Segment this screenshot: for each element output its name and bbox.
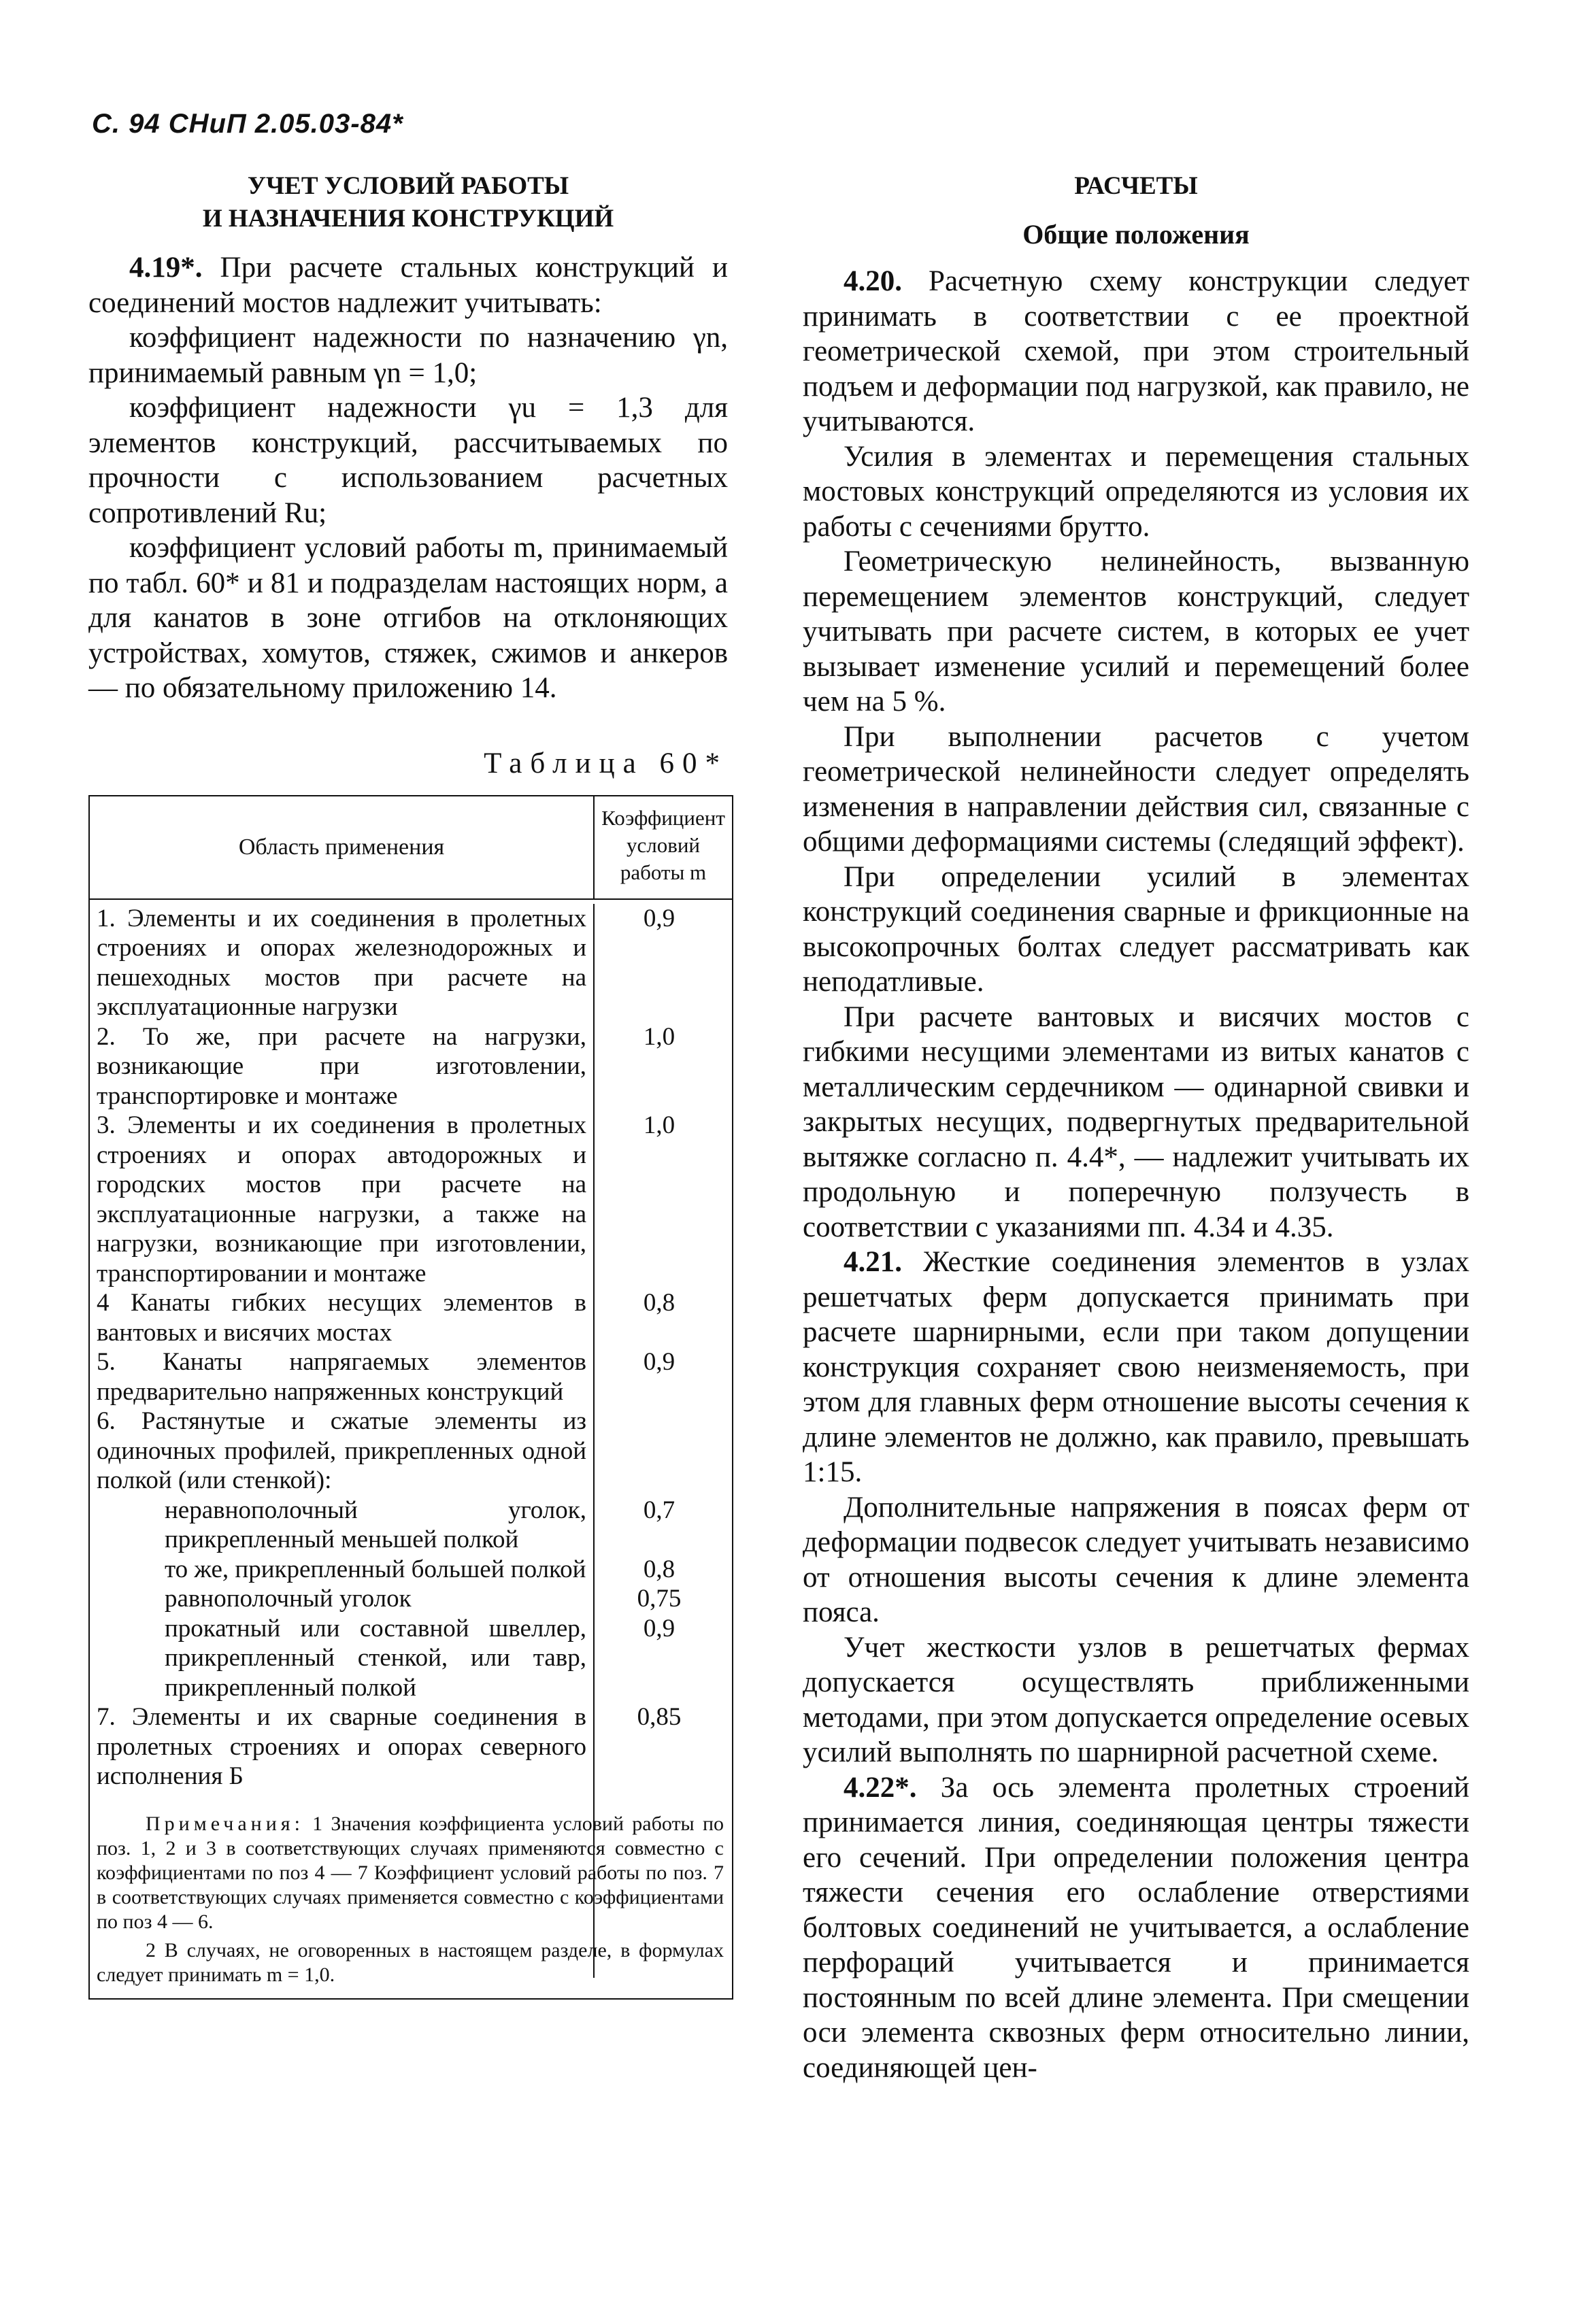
row-value (586, 1407, 732, 1496)
clause-number: 4.21. (844, 1246, 902, 1278)
subsection-title: Общие положения (1022, 219, 1250, 250)
table-notes (90, 1791, 732, 1998)
row-text: неравнополочный уголок, прикрепленный меньшей полкой (165, 1496, 586, 1553)
section-title: РАСЧЕТЫ (1074, 172, 1198, 200)
paragraph: Усилия в элементах и перемещения стальных мостовых конструкций определяются из условия их работы с сечениями брутто. (803, 440, 1469, 543)
column-header-area: Область применения (90, 796, 595, 898)
row-value: 0,9 (643, 1614, 675, 1643)
table-caption: Таблица 60* (484, 747, 728, 779)
row-text: прокатный или составной швеллер, прикрепленный стенкой, или тавр, прикрепленный полкой (165, 1614, 586, 1702)
paragraph-4-21 (803, 1245, 1469, 1490)
section-title-line-1: УЧЕТ УСЛОВИЙ РАБОТЫ (247, 172, 569, 200)
clause-number: 4.22*. (844, 1771, 917, 1804)
table-60 (88, 795, 733, 2000)
row-text: 3. Элементы и их соединения в пролетных строениях и опорах автодорожных и городских мостов при расчете на эксплуатационные нагрузки, а также на нагрузки, возникающие при изготовлении, транспортировании и монтаже (97, 1111, 586, 1287)
notes-label: Примечания: (146, 1812, 304, 1835)
row-value: 0,9 (643, 1348, 675, 1376)
clause-text: За ось элемента пролетных строений принимается линия, соединяющая центры тяжести его сечений. При определении положения центра тяжести сечения его ослабление отверстиями болтовых соединений не учитывается, а ослабление перфораций учитывается и принимается постоянным по всей длине элемента. При смещении оси элемента сквозных ферм относительно линии, соединяющей цен- (803, 1771, 1470, 2084)
clause-text: Расчетную схему конструкции следует принимать в соответствии с ее проектной геометрической схемой, при этом строительный подъем и деформации под нагрузкой, как правило, не учитываются. (803, 265, 1470, 437)
paragraph: Учет жесткости узлов в решетчатых фермах допускается осуществлять приближенными методами, при этом допускается определение осевых усилий выполнять по шарнирной расчетной схеме. (803, 1631, 1469, 1768)
table-row (90, 1407, 732, 1496)
page-header: С. 94 СНиП 2.05.03-84* (92, 109, 403, 139)
clause-text: Жесткие соединения элементов в узлах решетчатых ферм допускается принимать при расчете шарнирными, если при таком допущении конструкция сохраняет свою неизменяемость, при этом для главных ферм отношение высоты сечения к длине элементов не должно, как правило, превышать 1:15. (803, 1246, 1469, 1488)
note-2: 2 В случаях, не оговоренных в настоящем разделе, в формулах следует принимать m = 1,0. (97, 1938, 724, 1986)
table-row (90, 1496, 732, 1555)
paragraph: При выполнении расчетов с учетом геометрической нелинейности следует определять изменения в направлении действия сил, связанные с общими деформациями системы (следящий эффект). (803, 720, 1469, 858)
left-column (88, 170, 728, 2000)
paragraph: При расчете вантовых и висячих мостов с гибкими несущими элементами из витых канатов с металлическим сердечником — одинарной свивки и закрытых несущих, подвергнутых предварительной вытяжке согласно п. 4.4*, — надлежит учитывать их продольную и поперечную ползучесть в соответствии с указаниями пп. 4.34 и 4.35. (803, 1000, 1469, 1243)
row-value: 1,0 (643, 1111, 675, 1139)
row-text: 5. Канаты напрягаемых элементов предварительно напряженных конструкций (97, 1348, 586, 1406)
paragraph-4-22 (803, 1770, 1469, 2086)
row-value: 0,8 (643, 1289, 675, 1317)
row-text: равнополочный уголок (165, 1585, 412, 1613)
paragraph-4-20 (803, 264, 1469, 439)
row-value: 0,8 (643, 1555, 675, 1583)
list-item: коэффициент надежности γu = 1,3 для элементов конструкций, рассчитываемых по прочности с использованием расчетных сопротивлений Ru; (88, 392, 728, 529)
note-1: 1 Значения коэффициента условий работы по поз. 1, 2 и 3 в соответствующих случаях применяются совместно с коэффициентами по поз 4 — 7 Коэффициент условий работы по поз. 7 в соответствующих случаях применяется совместно с коэффициентами по поз 4 — 6. (97, 1812, 724, 1933)
row-value: 0,9 (643, 904, 675, 932)
table-row (90, 904, 732, 1022)
table-row (90, 1111, 732, 1288)
row-text: 4 Канаты гибких несущих элементов в вантовых и висячих мостах (97, 1289, 586, 1347)
table-row (90, 1614, 732, 1703)
row-value: 0,85 (637, 1703, 682, 1731)
paragraph: Дополнительные напряжения в поясах ферм от деформации подвесок следует учитывать независимо от отношения высоты сечения к длине элемента пояса. (803, 1491, 1469, 1628)
table-row (90, 1584, 732, 1614)
paragraph: При определении усилий в элементах конструкций соединения сварные и фрикционные на высокопрочных болтах следует рассматривать как неподатливые. (803, 860, 1469, 998)
paragraph: Геометрическую нелинейность, вызванную перемещением элементов конструкций, следует учитывать при расчете систем, в которых ее учет вызывает изменение усилий и перемещений более чем на 5 %. (803, 545, 1469, 718)
row-text: 1. Элементы и их соединения в пролетных строениях и опорах железнодорожных и пешеходных мостов при расчете на эксплуатационные нагрузки (97, 904, 586, 1021)
table-row (90, 1347, 732, 1407)
row-text: то же, прикрепленный большей полкой (165, 1555, 586, 1583)
table-row (90, 1702, 732, 1791)
clause-number: 4.19*. (129, 252, 203, 284)
table-body (90, 904, 732, 1998)
clause-number: 4.20. (844, 265, 902, 297)
table-row (90, 1288, 732, 1347)
paragraph-4-19 (88, 250, 728, 320)
section-title-line-2: И НАЗНАЧЕНИЯ КОНСТРУКЦИЙ (202, 205, 614, 233)
table-row (90, 1022, 732, 1111)
row-value: 0,7 (643, 1496, 675, 1524)
list-item: коэффициент условий работы m, принимаемый по табл. 60* и 81 и подразделам настоящих норм, а для канатов в зоне отгибов на отклоняющих устройствах, хомутов, стяжек, сжимов и анкеров — по обязательному приложению 14. (88, 532, 728, 704)
table-row (90, 1555, 732, 1585)
list-item: коэффициент надежности по назначению γn, принимаемый равным γn = 1,0; (88, 322, 728, 389)
right-column (803, 170, 1469, 2085)
column-header-coefficient: Коэффициент условий работы m (601, 805, 725, 884)
row-value: 0,75 (637, 1585, 682, 1613)
table-header (90, 796, 732, 900)
row-text: 7. Элементы и их сварные соединения в пролетных строениях и опорах северного исполнения Б (97, 1703, 586, 1790)
row-text: 2. То же, при расчете на нагрузки, возникающие при изготовлении, транспортировке и монтаже (97, 1022, 586, 1110)
clause-text: При расчете стальных конструкций и соединений мостов надлежит учитывать: (88, 252, 729, 319)
row-text: 6. Растянутые и сжатые элементы из одиночных профилей, прикрепленных одной полкой (или стенкой): (97, 1407, 586, 1494)
row-value: 1,0 (643, 1022, 675, 1051)
